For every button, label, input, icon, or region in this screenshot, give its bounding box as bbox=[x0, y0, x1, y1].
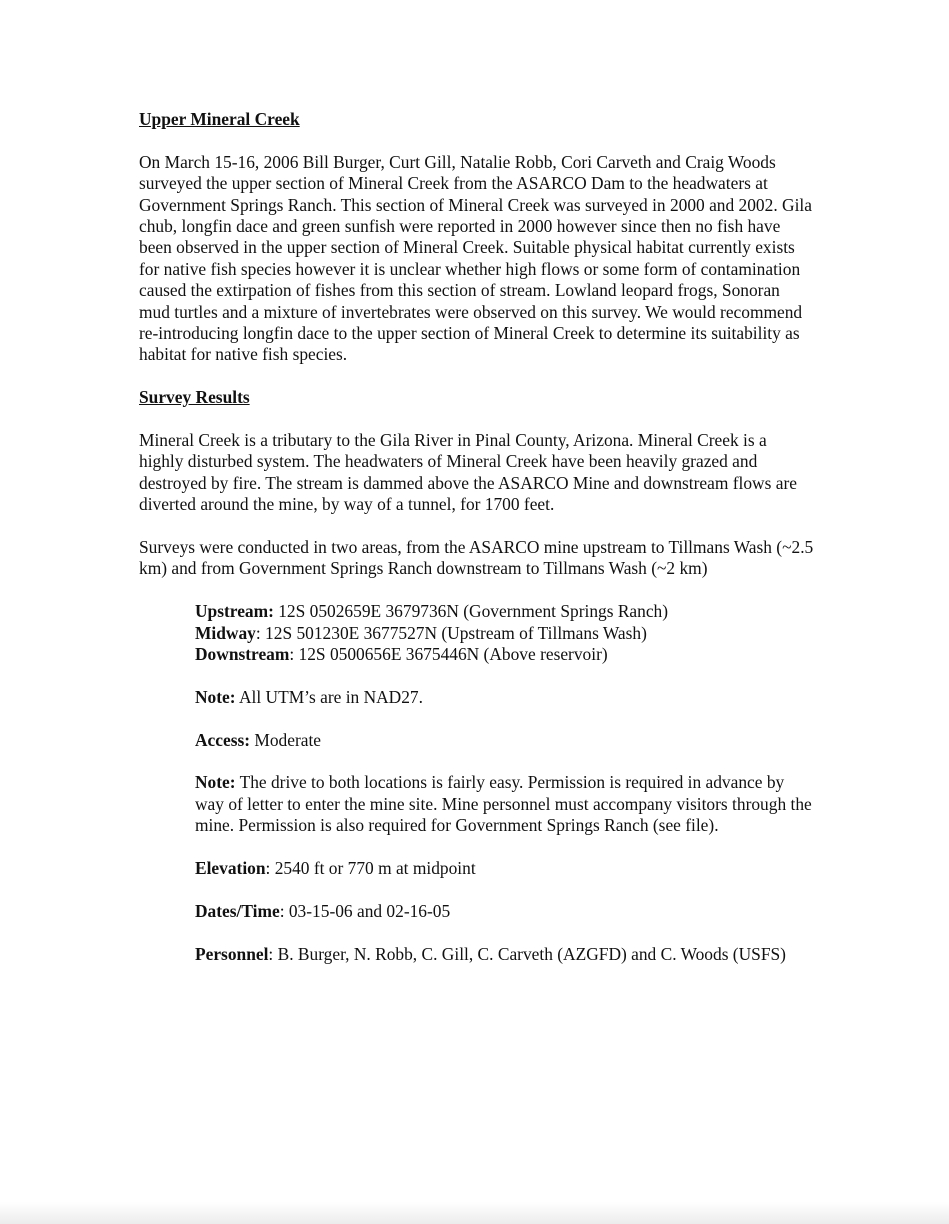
utm-note-value: All UTM’s are in NAD27. bbox=[235, 686, 423, 707]
elevation-line bbox=[195, 858, 815, 879]
drive-note-line bbox=[195, 772, 815, 836]
drive-note-label: Note: bbox=[195, 772, 236, 793]
drive-note-value: The drive to both locations is fairly easy. Permission is required in advance by way of letter to enter the mine site. Mine personnel must accompany visitors through the mine. Permission is also required for Government Springs Ranch (see file). bbox=[195, 772, 812, 836]
elevation-value: : 2540 ft or 770 m at midpoint bbox=[265, 858, 476, 879]
personnel-value: : B. Burger, N. Robb, C. Gill, C. Carveth (AZGFD) and C. Woods (USFS) bbox=[268, 943, 786, 964]
dates-label: Dates/Time bbox=[195, 900, 280, 921]
personnel-line bbox=[195, 944, 815, 965]
upstream-label: Upstream: bbox=[195, 601, 274, 622]
utm-note-line bbox=[195, 687, 815, 708]
section-heading-upper-mineral-creek: Upper Mineral Creek bbox=[139, 109, 300, 129]
section-heading-survey-results: Survey Results bbox=[139, 387, 250, 408]
access-value: Moderate bbox=[250, 729, 322, 750]
midway-label: Midway bbox=[195, 622, 256, 643]
page-bottom-shadow bbox=[0, 1202, 949, 1224]
dates-line bbox=[195, 901, 815, 922]
personnel-label: Personnel bbox=[195, 943, 269, 964]
upstream-value: 12S 0502659E 3679736N (Government Springs Ranch) bbox=[273, 601, 669, 622]
survey-details bbox=[195, 601, 815, 965]
midway-line bbox=[195, 623, 815, 644]
utm-note-label: Note: bbox=[195, 686, 236, 707]
downstream-value: : 12S 0500656E 3675446N (Above reservoir) bbox=[289, 644, 608, 665]
elevation-label: Elevation bbox=[195, 858, 266, 879]
survey-results-paragraph-2: Surveys were conducted in two areas, from the ASARCO mine upstream to Tillmans Wash (~2.5 km) and from Government Springs Ranch downstream to Tillmans Wash (~2 km) bbox=[139, 537, 814, 579]
upper-mineral-creek-paragraph: On March 15-16, 2006 Bill Burger, Curt Gill, Natalie Robb, Cori Carveth and Craig Woods surveyed the upper section of Mineral Creek from the ASARCO Dam to the headwaters at Government Springs Ranch. This section of Mineral Creek was surveyed in 2000 and 2002. Gila chub, longfin dace and green sunfish were reported in 2000 however since then no fish have been observed in the upper section of Mineral Creek. Suitable physical habitat currently exists for native fish species however it is unclear whether high flows or some form of contamination caused the extirpation of fishes from this section of stream. Lowland leopard frogs, Sonoran mud turtles and a mixture of invertebrates were observed on this survey. We would recommend re-introducing longfin dace to the upper section of Mineral Creek to determine its suitability as habitat for native fish species. bbox=[139, 151, 812, 365]
midway-value: : 12S 501230E 3677527N (Upstream of Tillmans Wash) bbox=[255, 622, 647, 643]
downstream-label: Downstream bbox=[195, 644, 290, 665]
document-body bbox=[139, 109, 815, 965]
access-label: Access: bbox=[195, 729, 251, 750]
access-line bbox=[195, 730, 815, 751]
dates-value: : 03-15-06 and 02-16-05 bbox=[279, 900, 451, 921]
survey-results-paragraph-1: Mineral Creek is a tributary to the Gila River in Pinal County, Arizona. Mineral Creek is a highly disturbed system. The headwaters of Mineral Creek have been heavily grazed and destroyed by fire. The stream is dammed above the ASARCO Mine and downstream flows are diverted around the mine, by way of a tunnel, for 1700 feet. bbox=[139, 430, 797, 515]
downstream-line bbox=[195, 644, 815, 665]
upstream-line bbox=[195, 601, 815, 622]
